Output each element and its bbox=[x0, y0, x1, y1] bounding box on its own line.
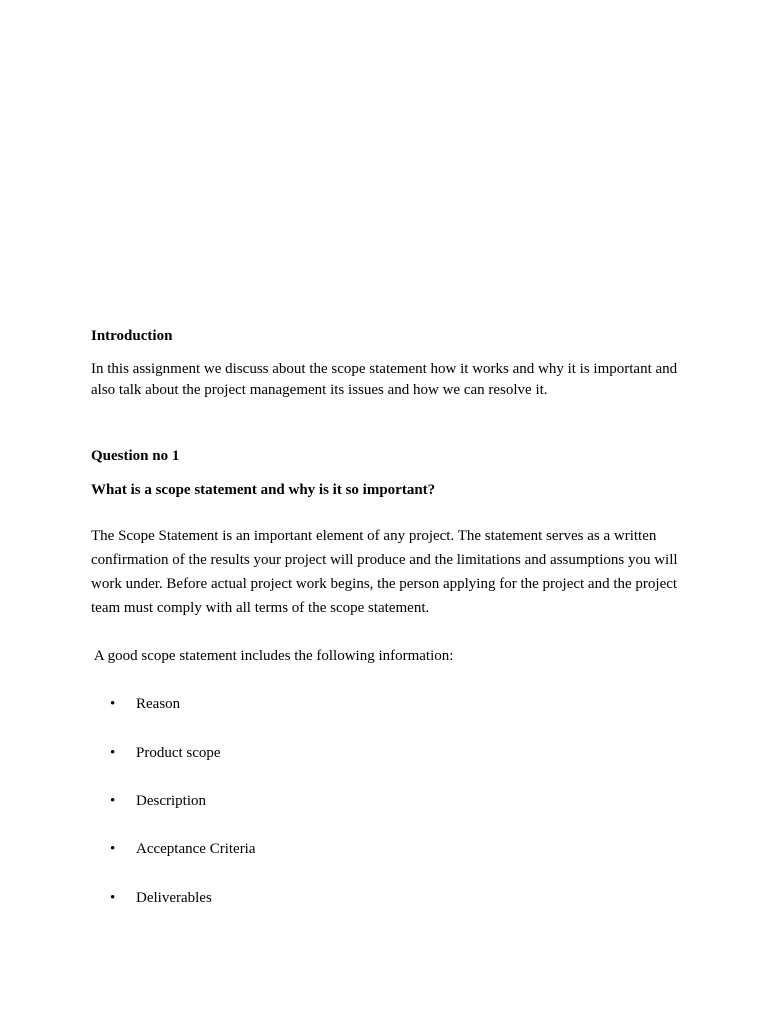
list-item-text: Description bbox=[136, 793, 206, 809]
question-1-heading: Question no 1 bbox=[91, 448, 180, 464]
bullet-icon: • bbox=[110, 841, 116, 857]
list-item bbox=[110, 694, 510, 714]
introduction-paragraph: In this assignment we discuss about the scope statement how it works and why it is important and also talk about the project management its issues and how we can resolve it. bbox=[91, 361, 678, 398]
list-item-text: Reason bbox=[136, 696, 181, 712]
list-item-text: Deliverables bbox=[136, 890, 212, 906]
list-item bbox=[110, 791, 510, 811]
list-item bbox=[110, 743, 510, 763]
bullet-icon: • bbox=[110, 696, 116, 712]
list-item bbox=[110, 888, 510, 908]
list-item-text: Acceptance Criteria bbox=[136, 841, 256, 857]
list-introduction: A good scope statement includes the following information: bbox=[91, 648, 454, 664]
bullet-icon: • bbox=[110, 745, 116, 761]
question-1-prompt: What is a scope statement and why is it so important? bbox=[91, 482, 436, 498]
bullet-icon: • bbox=[110, 890, 116, 906]
list-item bbox=[110, 839, 510, 859]
list-item-text: Product scope bbox=[136, 745, 221, 761]
question-1-answer-paragraph: The Scope Statement is an important element of any project. The statement serves as a written confirmation of the results your project will produce and the limitations and assumptions you will work under. Before actual project work begins, the person applying for the project and the project team must comply with all terms of the scope statement. bbox=[91, 528, 678, 616]
introduction-heading: Introduction bbox=[91, 328, 173, 344]
bullet-icon: • bbox=[110, 793, 116, 809]
